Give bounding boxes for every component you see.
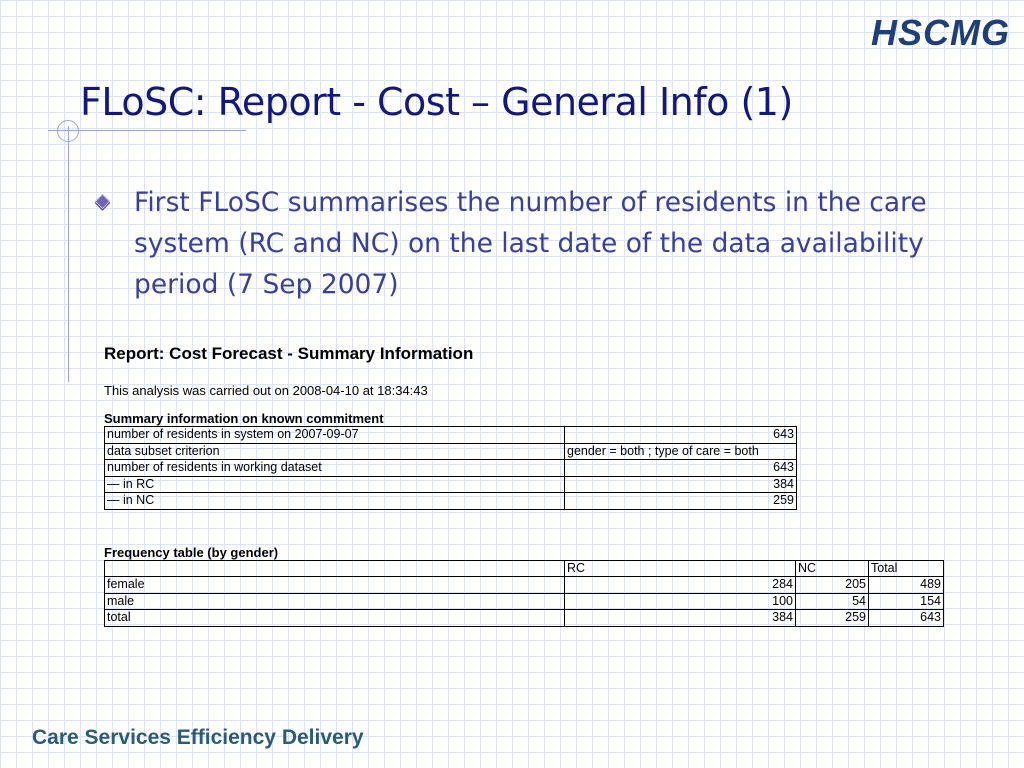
summary-section-title: Summary information on known commitment bbox=[104, 411, 384, 426]
bullet-diamond-icon bbox=[95, 194, 111, 210]
summary-label: — in NC bbox=[105, 493, 565, 510]
column-header: NC bbox=[796, 560, 869, 577]
summary-value: 643 bbox=[565, 460, 797, 477]
table-row bbox=[105, 577, 944, 594]
summary-label: — in RC bbox=[105, 476, 565, 493]
decorative-vertical-line bbox=[68, 126, 69, 382]
rc-value: 384 bbox=[565, 610, 796, 627]
bullet-text: First FLoSC summarises the number of residents in the care system (RC and NC) on the last date of the data availability period (7 Sep 2007) bbox=[134, 187, 927, 300]
table-row bbox=[105, 493, 797, 510]
column-header: RC bbox=[565, 560, 796, 577]
frequency-table bbox=[104, 560, 944, 627]
row-label: female bbox=[105, 577, 565, 594]
table-row bbox=[105, 610, 944, 627]
summary-label: number of residents in system on 2007-09-07 bbox=[105, 427, 565, 444]
summary-value: gender = both ; type of care = both bbox=[565, 443, 797, 460]
total-value: 643 bbox=[869, 610, 944, 627]
report-title: Report: Cost Forecast - Summary Information bbox=[104, 344, 474, 363]
row-label: total bbox=[105, 610, 565, 627]
row-label: male bbox=[105, 593, 565, 610]
column-header: Total bbox=[869, 560, 944, 577]
nc-value: 54 bbox=[796, 593, 869, 610]
summary-table bbox=[104, 426, 797, 510]
rc-value: 100 bbox=[565, 593, 796, 610]
rc-value: 284 bbox=[565, 577, 796, 594]
table-row bbox=[105, 443, 797, 460]
table-row bbox=[105, 427, 797, 444]
frequency-section-title: Frequency table (by gender) bbox=[104, 544, 279, 560]
table-header-row bbox=[105, 560, 944, 577]
summary-value: 259 bbox=[565, 493, 797, 510]
summary-label: number of residents in working dataset bbox=[105, 460, 565, 477]
report-analysis-date: This analysis was carried out on 2008-04-10 at 18:34:43 bbox=[104, 383, 428, 398]
nc-value: 259 bbox=[796, 610, 869, 627]
table-row bbox=[105, 593, 944, 610]
decorative-circle bbox=[57, 120, 79, 142]
summary-label: data subset criterion bbox=[105, 443, 565, 460]
slide-title: FLoSC: Report - Cost – General Info (1) bbox=[80, 80, 793, 124]
report-block bbox=[104, 344, 954, 627]
nc-value: 205 bbox=[796, 577, 869, 594]
total-value: 154 bbox=[869, 593, 944, 610]
total-value: 489 bbox=[869, 577, 944, 594]
hscmg-logo: HSCMG bbox=[871, 12, 1010, 53]
summary-value: 643 bbox=[565, 427, 797, 444]
column-header bbox=[105, 560, 565, 577]
table-row bbox=[105, 460, 797, 477]
footer-text: Care Services Efficiency Delivery bbox=[32, 726, 364, 749]
summary-value: 384 bbox=[565, 476, 797, 493]
table-row bbox=[105, 476, 797, 493]
